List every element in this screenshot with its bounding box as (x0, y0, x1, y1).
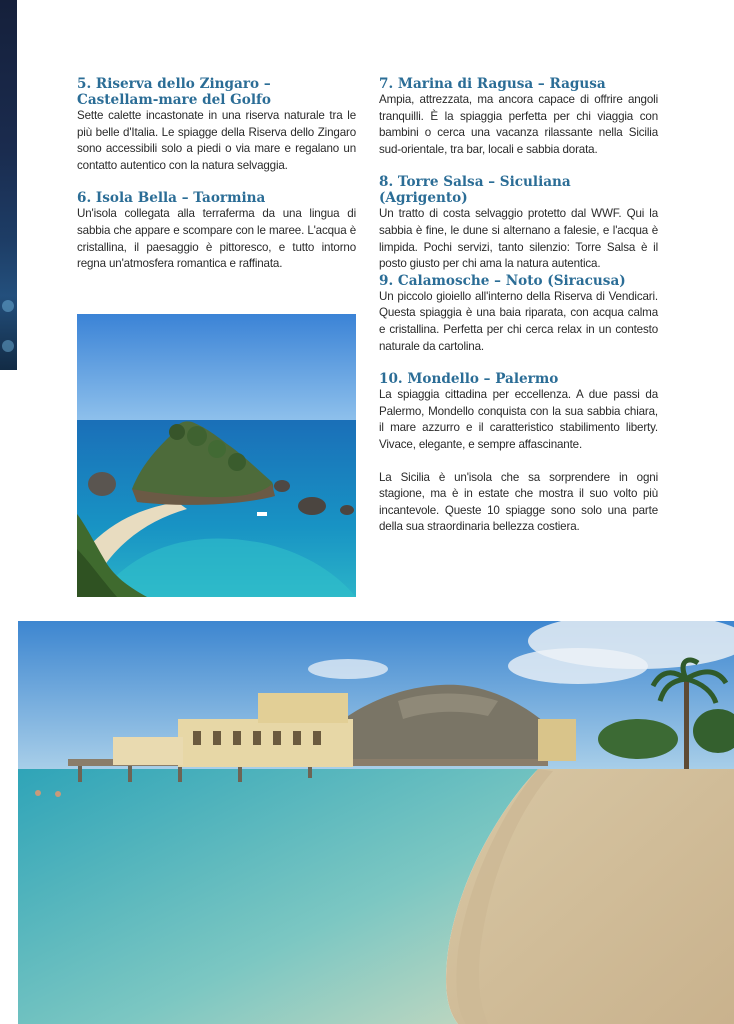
section-title: 9. Calamosche – Noto (Siracusa) (379, 272, 626, 289)
left-column (77, 76, 356, 273)
right-column (379, 76, 658, 536)
section-body: Ampia, attrezzata, ma ancora capace di offrire angoli tranquilli. È la spiaggia perfetta per chi viaggia con bambini o cerca una vacanza rilassante nella Sicilia sud-orientale, tra bar, locali e sabbia dorata. (379, 93, 658, 156)
section-calamosche (379, 273, 658, 355)
section-title: 5. Riserva dello Zingaro – Castellam-mare del Golfo (77, 76, 271, 108)
section-body: Un piccolo gioiello all'interno della Riserva di Vendicari. Questa spiaggia è una baia riparata, con acqua calma e cristallina. Perfetta per chi cerca relax in un contesto naturale da cartolina. (379, 289, 658, 353)
section-marina-di-ragusa (379, 76, 658, 158)
section-title: 7. Marina di Ragusa – Ragusa (379, 76, 606, 92)
section-body: Un tratto di costa selvaggio protetto dal WWF. Qui la sabbia è fine, le dune si alternano a falesie, e l'acqua è limpida. Pochi servizi, tanto silenzio: Torre Salsa è il posto giusto per chi ama la natura autentica. (379, 207, 658, 271)
section-isola-bella (77, 190, 356, 272)
section-mondello (379, 371, 658, 453)
section-title: 8. Torre Salsa – Siculiana (Agrigento) (379, 174, 571, 207)
previous-page-image-edge (0, 0, 17, 370)
closing-paragraph: La Sicilia è un'isola che sa sorprendere in ogni stagione, ma è in estate che mostra il suo volto più incantevole. Queste 10 spiagge sono solo una parte della sua straordinaria bellezza costiera. (379, 470, 658, 534)
section-title: 6. Isola Bella – Taormina (77, 190, 266, 207)
section-title: 10. Mondello – Palermo (379, 371, 559, 388)
isola-bella-photo (77, 314, 356, 597)
section-body: Sette calette incastonate in una riserva naturale tra le più belle d'Italia. Le spiagge della Riserva dello Zingaro sono accessibili solo a piedi o via mare e regalano un contatto autentico con la natura selvaggia. (77, 109, 356, 172)
section-zingaro (77, 76, 356, 174)
mondello-photo (18, 621, 734, 1024)
section-body: Un'isola collegata alla terraferma da una lingua di sabbia che appare e scompare con le maree. L'acqua è cristallina, il paesaggio è pittoresco, e tutto intorno regna un'atmosfera romantica e raffinata. (77, 207, 356, 271)
section-torre-salsa (379, 174, 658, 272)
section-body: La spiaggia cittadina per eccellenza. A due passi da Palermo, Mondello conquista con la sua sabbia chiara, il mare azzurro e il caratteristico stabilimento liberty. Vivace, elegante, e sempre affascinante. (379, 388, 658, 451)
